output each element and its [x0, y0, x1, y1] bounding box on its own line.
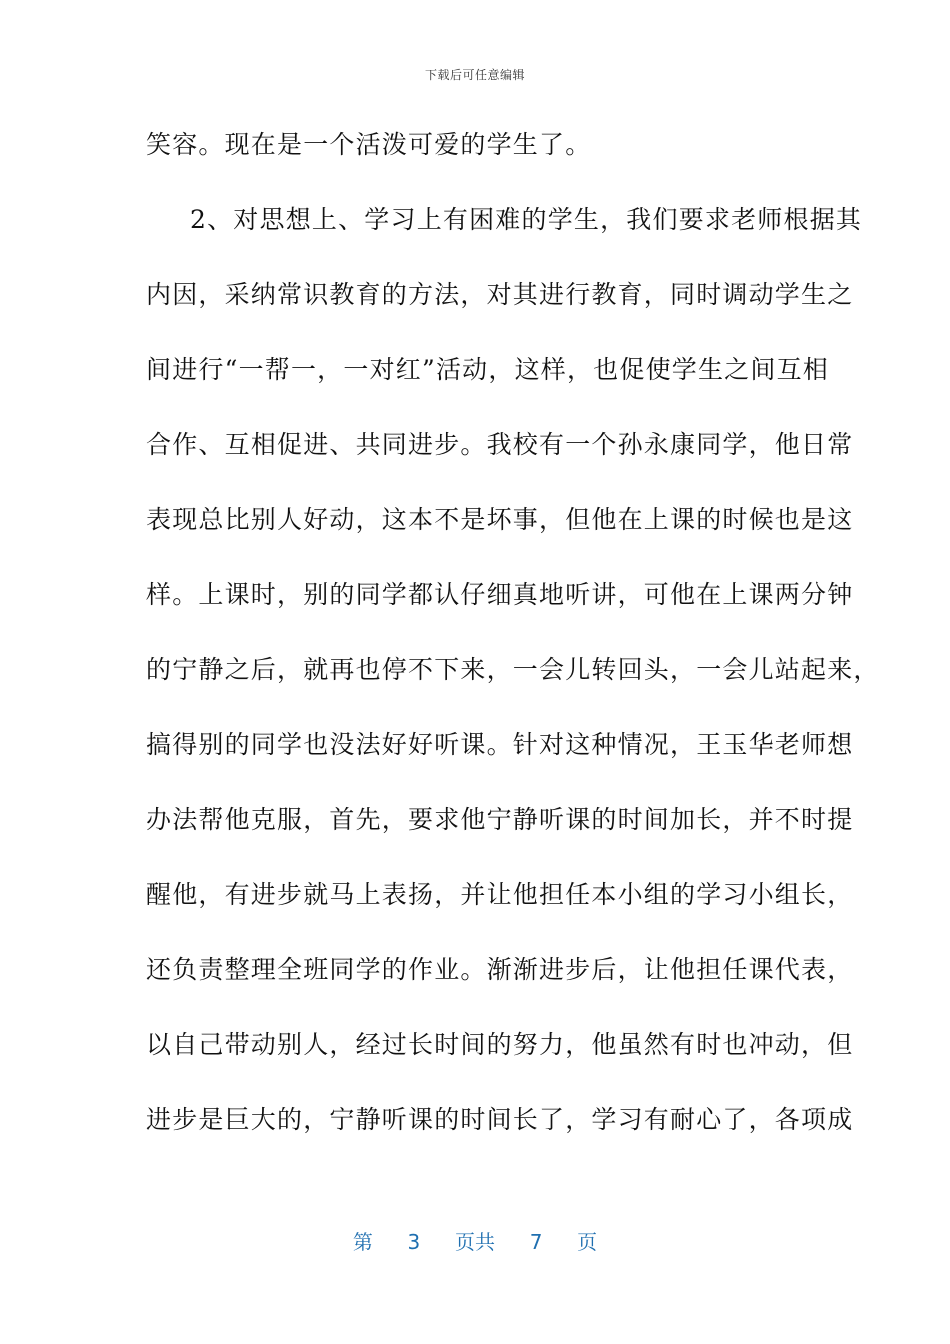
current-page-number: 3	[407, 1230, 421, 1254]
text-line: 还负责整理全班同学的作业。渐渐进步后，让他担任课代表，	[146, 955, 854, 984]
text-line: 进步是巨大的，宁静听课的时间长了，学习有耐心了，各项成	[146, 1105, 854, 1134]
text-line: 醒他，有进步就马上表扬，并让他担任本小组的学习小组长，	[146, 880, 854, 909]
footer-prefix: 第	[352, 1230, 373, 1254]
page-header-note: 下载后可任意编辑	[424, 68, 525, 82]
text-line: 表现总比别人好动，这本不是坏事，但他在上课的时候也是这	[146, 505, 854, 534]
text-line: 合作、互相促进、共同进步。我校有一个孙永康同学，他日常	[146, 430, 854, 459]
text-line: 办法帮他克服，首先，要求他宁静听课的时间加长，并不时提	[146, 805, 854, 834]
text-line: 样。上课时，别的同学都认仔细真地听讲，可他在上课两分钟	[146, 580, 854, 609]
text-line: 2、对思想上、学习上有困难的学生，我们要求老师根据其	[190, 205, 863, 234]
text-line: 内因，采纳常识教育的方法，对其进行教育，同时调动学生之	[146, 280, 854, 309]
text-line: 的宁静之后，就再也停不下来，一会儿转回头，一会儿站起来，	[146, 655, 880, 684]
footer-suffix: 页	[577, 1230, 598, 1254]
total-pages-number: 7	[529, 1230, 543, 1254]
text-line: 笑容。现在是一个活泼可爱的学生了。	[146, 130, 592, 159]
page-footer	[0, 1226, 950, 1255]
text-line: 以自己带动别人，经过长时间的努力，他虽然有时也冲动，但	[146, 1030, 854, 1059]
footer-middle: 页共	[455, 1230, 495, 1254]
text-line: 搞得别的同学也没法好好听课。针对这种情况，王玉华老师想	[146, 730, 854, 759]
text-line: 间进行“一帮一，一对红”活动，这样，也促使学生之间互相	[146, 355, 829, 384]
